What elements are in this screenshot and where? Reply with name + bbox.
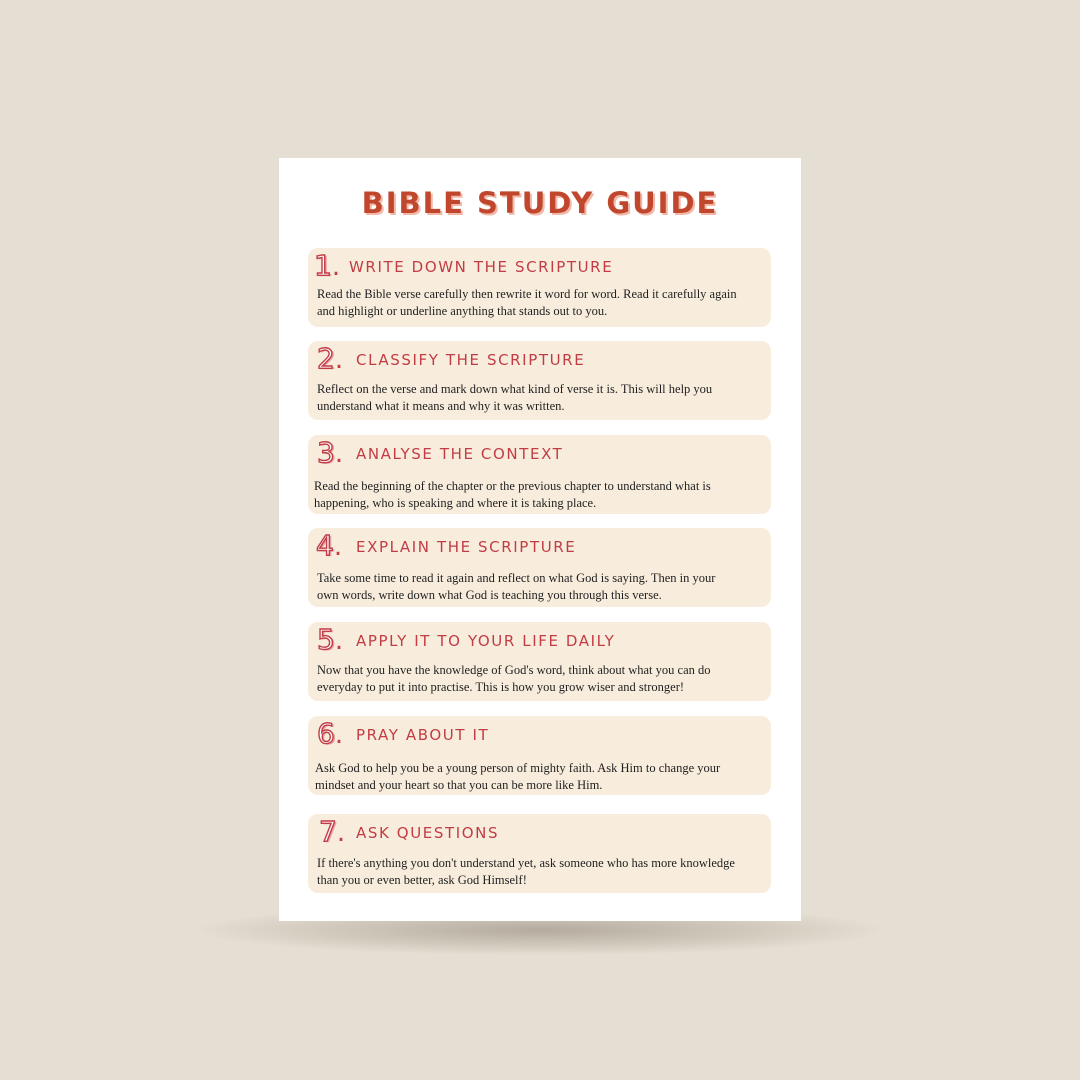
step-number-6: 6. [317, 717, 344, 750]
guide-sheet [279, 158, 801, 921]
step-heading-2: CLASSIFY THE SCRIPTURE [356, 351, 586, 369]
step-heading-5: APPLY IT TO YOUR LIFE DAILY [356, 632, 616, 650]
step-text-1: Read the Bible verse carefully then rewrite it word for word. Read it carefully again and highlight or underline anything that stands out to you. [317, 287, 737, 318]
step-text-4: Take some time to read it again and reflect on what God is saying. Then in your own words, write down what God is teaching you through this verse. [317, 571, 716, 602]
step-number-1: 1. [314, 249, 341, 282]
step-number-5: 5. [317, 623, 344, 656]
step-card-1 [308, 248, 771, 327]
step-heading-7: ASK QUESTIONS [356, 824, 500, 842]
step-text-6: Ask God to help you be a young person of mighty faith. Ask Him to change your mindset and your heart so that you can be more like Him. [315, 761, 721, 792]
step-number-7: 7. [319, 815, 346, 848]
step-card-2 [308, 341, 771, 420]
step-card-7 [308, 814, 771, 893]
step-text-3: Read the beginning of the chapter or the previous chapter to understand what is happening, who is speaking and where it is taking place. [314, 479, 711, 510]
step-number-3: 3. [317, 436, 344, 469]
step-card-4 [308, 528, 771, 607]
step-text-5: Now that you have the knowledge of God's word, think about what you can do everyday to put it into practise. This is how you grow wiser and stronger! [317, 663, 711, 694]
page-title: BIBLE STUDY GUIDE [361, 186, 719, 220]
step-card-3 [308, 435, 771, 514]
step-text-7: If there's anything you don't understand yet, ask someone who has more knowledge than you or even better, ask God Himself! [317, 856, 735, 887]
step-heading-1: WRITE DOWN THE SCRIPTURE [349, 258, 614, 276]
step-card-5 [308, 622, 771, 701]
step-number-2: 2. [317, 342, 344, 375]
step-text-2: Reflect on the verse and mark down what kind of verse it is. This will help you understand what it means and why it was written. [317, 382, 713, 413]
step-heading-6: PRAY ABOUT IT [356, 726, 490, 744]
step-heading-4: EXPLAIN THE SCRIPTURE [356, 538, 577, 556]
step-card-6 [308, 716, 771, 795]
step-heading-3: ANALYSE THE CONTEXT [356, 445, 564, 463]
step-number-4: 4. [316, 529, 343, 562]
